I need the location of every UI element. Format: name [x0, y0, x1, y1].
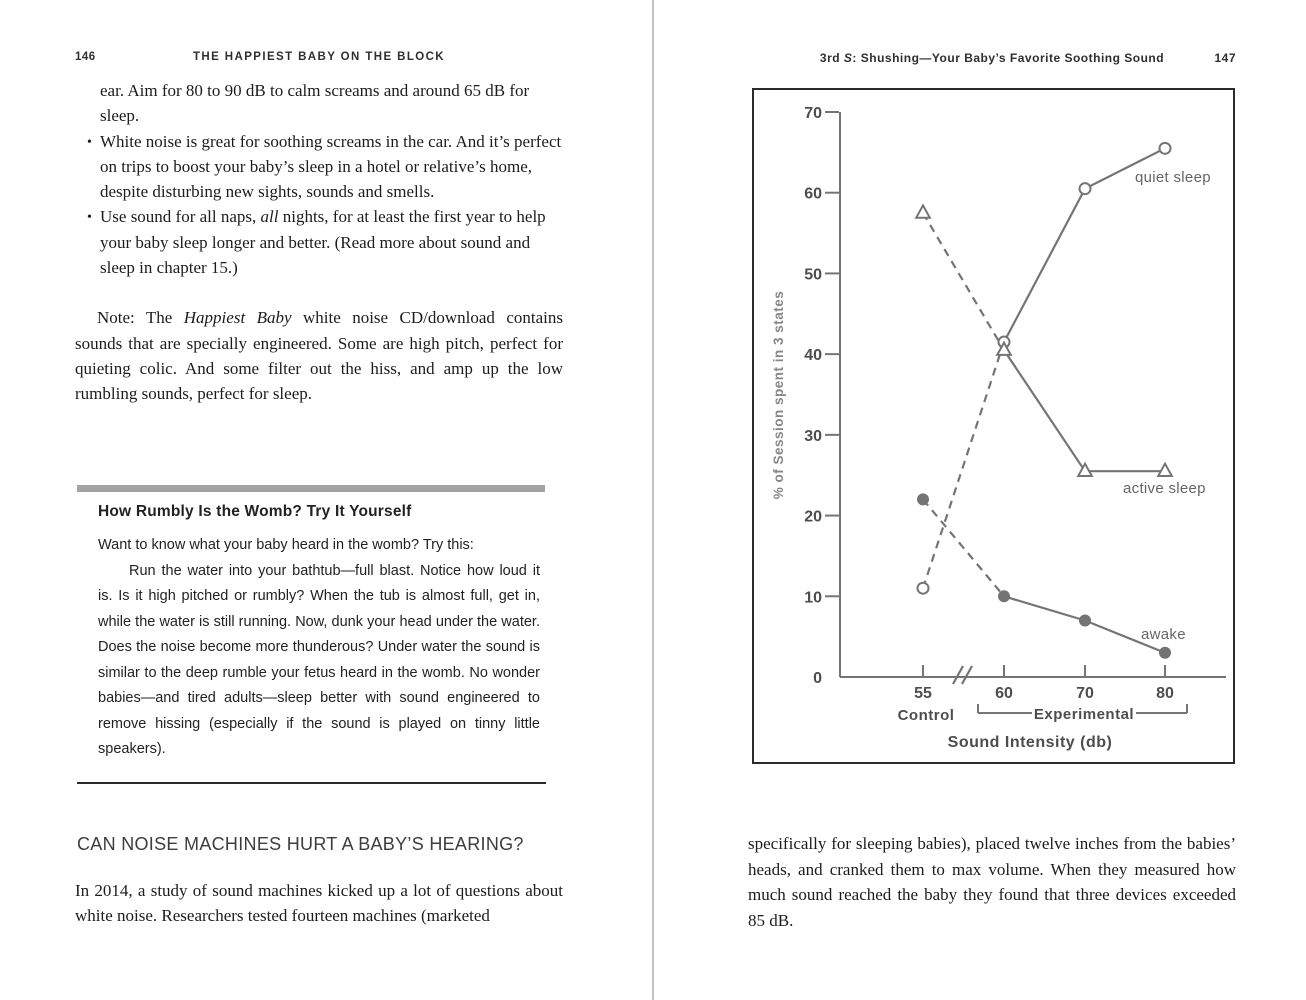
note-paragraph: Note: The Happiest Baby white noise CD/download contains sounds that are specially engineered. Some are high pitch, perfect for quieting colic. And some filter out the hiss, and amp up the low rumbling sounds, perfect for sleep.: [75, 308, 563, 404]
sleep-states-chart: [752, 88, 1235, 764]
sidebar-title: How Rumbly Is the Womb? Try It Yourself: [98, 503, 412, 520]
page-gutter-divider: [652, 0, 654, 1000]
left-body-column: [75, 78, 563, 407]
bullet-glyph: •: [87, 210, 92, 226]
left-page-number: 146: [75, 51, 96, 63]
bullet-text: White noise is great for soothing screams in the car. And it’s perfect on trips to boost your baby’s sleep in a hotel or relative’s home, despite disturbing new sights, sounds and smells.: [100, 131, 562, 202]
sidebar-paragraph-2: Run the water into your bathtub—full blast. Notice how loud it is. Is it high pitched or rumbly? When the tub is almost full, get in, while the water is still running. Now, dunk your head under the water. Does the noise become more thunderous? Under water the sound is similar to the deep rumble your fetus heard in the womb. No wonder babies—and tired adults—sleep better with sound engineered to remove hissing (especially if the sound is played on tinny little speakers).: [98, 562, 540, 757]
svg-text:40: 40: [804, 347, 822, 365]
svg-text:0: 0: [813, 670, 822, 687]
chart-svg: [754, 90, 1233, 762]
svg-text:10: 10: [804, 589, 822, 607]
left-bottom-paragraph: In 2014, a study of sound machines kicked up a lot of questions about white noise. Researchers tested fourteen machines (marketed: [75, 881, 563, 926]
svg-text:80: 80: [1156, 685, 1174, 702]
svg-text:55: 55: [914, 685, 932, 702]
bullet-glyph: •: [87, 134, 92, 150]
svg-text:70: 70: [804, 105, 822, 123]
svg-text:% of Session spent in 3 states: % of Session spent in 3 states: [771, 290, 786, 500]
sidebar-bottom-rule: [77, 782, 546, 784]
section-heading: CAN NOISE MACHINES HURT A BABY’S HEARING?: [77, 834, 524, 854]
svg-text:quiet sleep: quiet sleep: [1135, 169, 1211, 186]
svg-text:70: 70: [1076, 685, 1094, 702]
right-running-head: [748, 51, 1236, 65]
bullet-item-white-noise: [87, 129, 563, 205]
svg-text:50: 50: [804, 266, 822, 284]
svg-text:60: 60: [995, 685, 1013, 702]
svg-text:20: 20: [804, 508, 822, 526]
svg-text:Control: Control: [897, 707, 955, 724]
svg-text:60: 60: [804, 185, 822, 203]
sidebar-paragraph-1: Want to know what your baby heard in the womb? Try this:: [98, 537, 474, 553]
left-running-head: [75, 51, 563, 63]
svg-text:active sleep: active sleep: [1123, 480, 1206, 497]
bullet-item-use-sound: [87, 204, 563, 280]
right-running-head-title: 3rd S: Shushing—Your Baby’s Favorite Soothing Sound: [819, 51, 1165, 65]
sidebar-top-bar: [77, 485, 545, 492]
right-page-number: 147: [1214, 51, 1236, 65]
right-bottom-paragraph: specifically for sleeping babies), placed twelve inches from the babies’ heads, and cranked them to max volume. When they measured how much sound reached the baby they found that three devices exceeded 85 dB.: [748, 834, 1236, 930]
svg-text:30: 30: [804, 427, 822, 445]
svg-text:Experimental: Experimental: [1033, 706, 1135, 723]
svg-text:awake: awake: [1141, 626, 1186, 643]
sidebar-box: [77, 503, 546, 763]
continuation-paragraph: ear. Aim for 80 to 90 dB to calm screams and around 65 dB for sleep.: [100, 81, 530, 126]
left-running-head-title: THE HAPPIEST BABY ON THE BLOCK: [193, 51, 445, 63]
bullet-text: Use sound for all naps, all nights, for at least the first year to help your baby sleep longer and better. (Read more about sound and sleep in chapter 15.): [100, 207, 546, 278]
svg-text:Sound Intensity (db): Sound Intensity (db): [947, 734, 1113, 751]
